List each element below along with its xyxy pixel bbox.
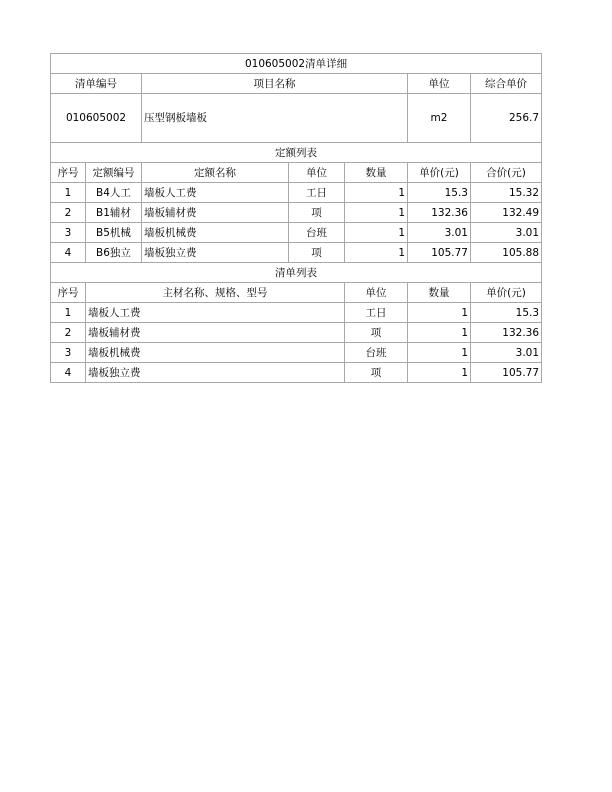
header-bill-code: 清单编号 (51, 74, 142, 94)
row-number: 3 (51, 343, 86, 363)
quota-header: 合价(元) (471, 163, 542, 183)
quota-code: B6独立 (86, 243, 142, 263)
material-unit: 工日 (345, 303, 408, 323)
table-row (51, 243, 542, 263)
quota-qty: 1 (345, 223, 408, 243)
row-number: 4 (51, 363, 86, 383)
quota-header: 序号 (51, 163, 86, 183)
material-name: 墙板人工费 (86, 303, 345, 323)
table-row (51, 363, 542, 383)
list-header-row (51, 283, 542, 303)
list-header: 单价(元) (471, 283, 542, 303)
quota-code: B4人工 (86, 183, 142, 203)
quota-price: 105.77 (408, 243, 471, 263)
quota-qty: 1 (345, 243, 408, 263)
bill-detail-table (50, 53, 542, 383)
material-qty: 1 (408, 303, 471, 323)
quota-price: 15.3 (408, 183, 471, 203)
item-unit-price: 256.7 (471, 94, 542, 143)
quota-section-title: 定额列表 (51, 143, 542, 163)
quota-header: 单位 (289, 163, 345, 183)
sheet-title: 010605002清单详细 (51, 54, 542, 74)
list-section-title: 清单列表 (51, 263, 542, 283)
quota-code: B1辅材 (86, 203, 142, 223)
row-number: 4 (51, 243, 86, 263)
material-qty: 1 (408, 343, 471, 363)
quota-name: 墙板辅材费 (142, 203, 289, 223)
quota-price: 3.01 (408, 223, 471, 243)
material-price: 105.77 (471, 363, 542, 383)
row-number: 1 (51, 183, 86, 203)
quota-unit: 台班 (289, 223, 345, 243)
header-unit: 单位 (408, 74, 471, 94)
quota-total: 15.32 (471, 183, 542, 203)
quota-header: 单价(元) (408, 163, 471, 183)
material-price: 3.01 (471, 343, 542, 363)
quota-total: 132.49 (471, 203, 542, 223)
quota-name: 墙板机械费 (142, 223, 289, 243)
header-item-name: 项目名称 (142, 74, 408, 94)
material-unit: 台班 (345, 343, 408, 363)
material-name: 墙板机械费 (86, 343, 345, 363)
item-unit: m2 (408, 94, 471, 143)
quota-qty: 1 (345, 203, 408, 223)
material-qty: 1 (408, 323, 471, 343)
material-qty: 1 (408, 363, 471, 383)
material-price: 15.3 (471, 303, 542, 323)
header-unit-price: 综合单价 (471, 74, 542, 94)
list-header: 序号 (51, 283, 86, 303)
table-row (51, 183, 542, 203)
quota-header-row (51, 163, 542, 183)
list-header: 主材名称、规格、型号 (86, 283, 345, 303)
quota-total: 105.88 (471, 243, 542, 263)
quota-qty: 1 (345, 183, 408, 203)
row-number: 1 (51, 303, 86, 323)
quota-code: B5机械 (86, 223, 142, 243)
list-header: 单位 (345, 283, 408, 303)
quota-price: 132.36 (408, 203, 471, 223)
row-number: 2 (51, 323, 86, 343)
material-name: 墙板独立费 (86, 363, 345, 383)
item-name: 压型钢板墙板 (142, 94, 408, 143)
table-row (51, 323, 542, 343)
quota-unit: 项 (289, 203, 345, 223)
material-name: 墙板辅材费 (86, 323, 345, 343)
bill-code: 010605002 (51, 94, 142, 143)
material-unit: 项 (345, 363, 408, 383)
quota-name: 墙板独立费 (142, 243, 289, 263)
quota-total: 3.01 (471, 223, 542, 243)
list-header: 数量 (408, 283, 471, 303)
quota-header: 定额名称 (142, 163, 289, 183)
row-number: 3 (51, 223, 86, 243)
quota-unit: 工日 (289, 183, 345, 203)
material-price: 132.36 (471, 323, 542, 343)
table-row (51, 303, 542, 323)
row-number: 2 (51, 203, 86, 223)
table-row (51, 343, 542, 363)
table-row (51, 203, 542, 223)
quota-header: 定额编号 (86, 163, 142, 183)
quota-name: 墙板人工费 (142, 183, 289, 203)
quota-header: 数量 (345, 163, 408, 183)
table-row (51, 223, 542, 243)
quota-unit: 项 (289, 243, 345, 263)
material-unit: 项 (345, 323, 408, 343)
